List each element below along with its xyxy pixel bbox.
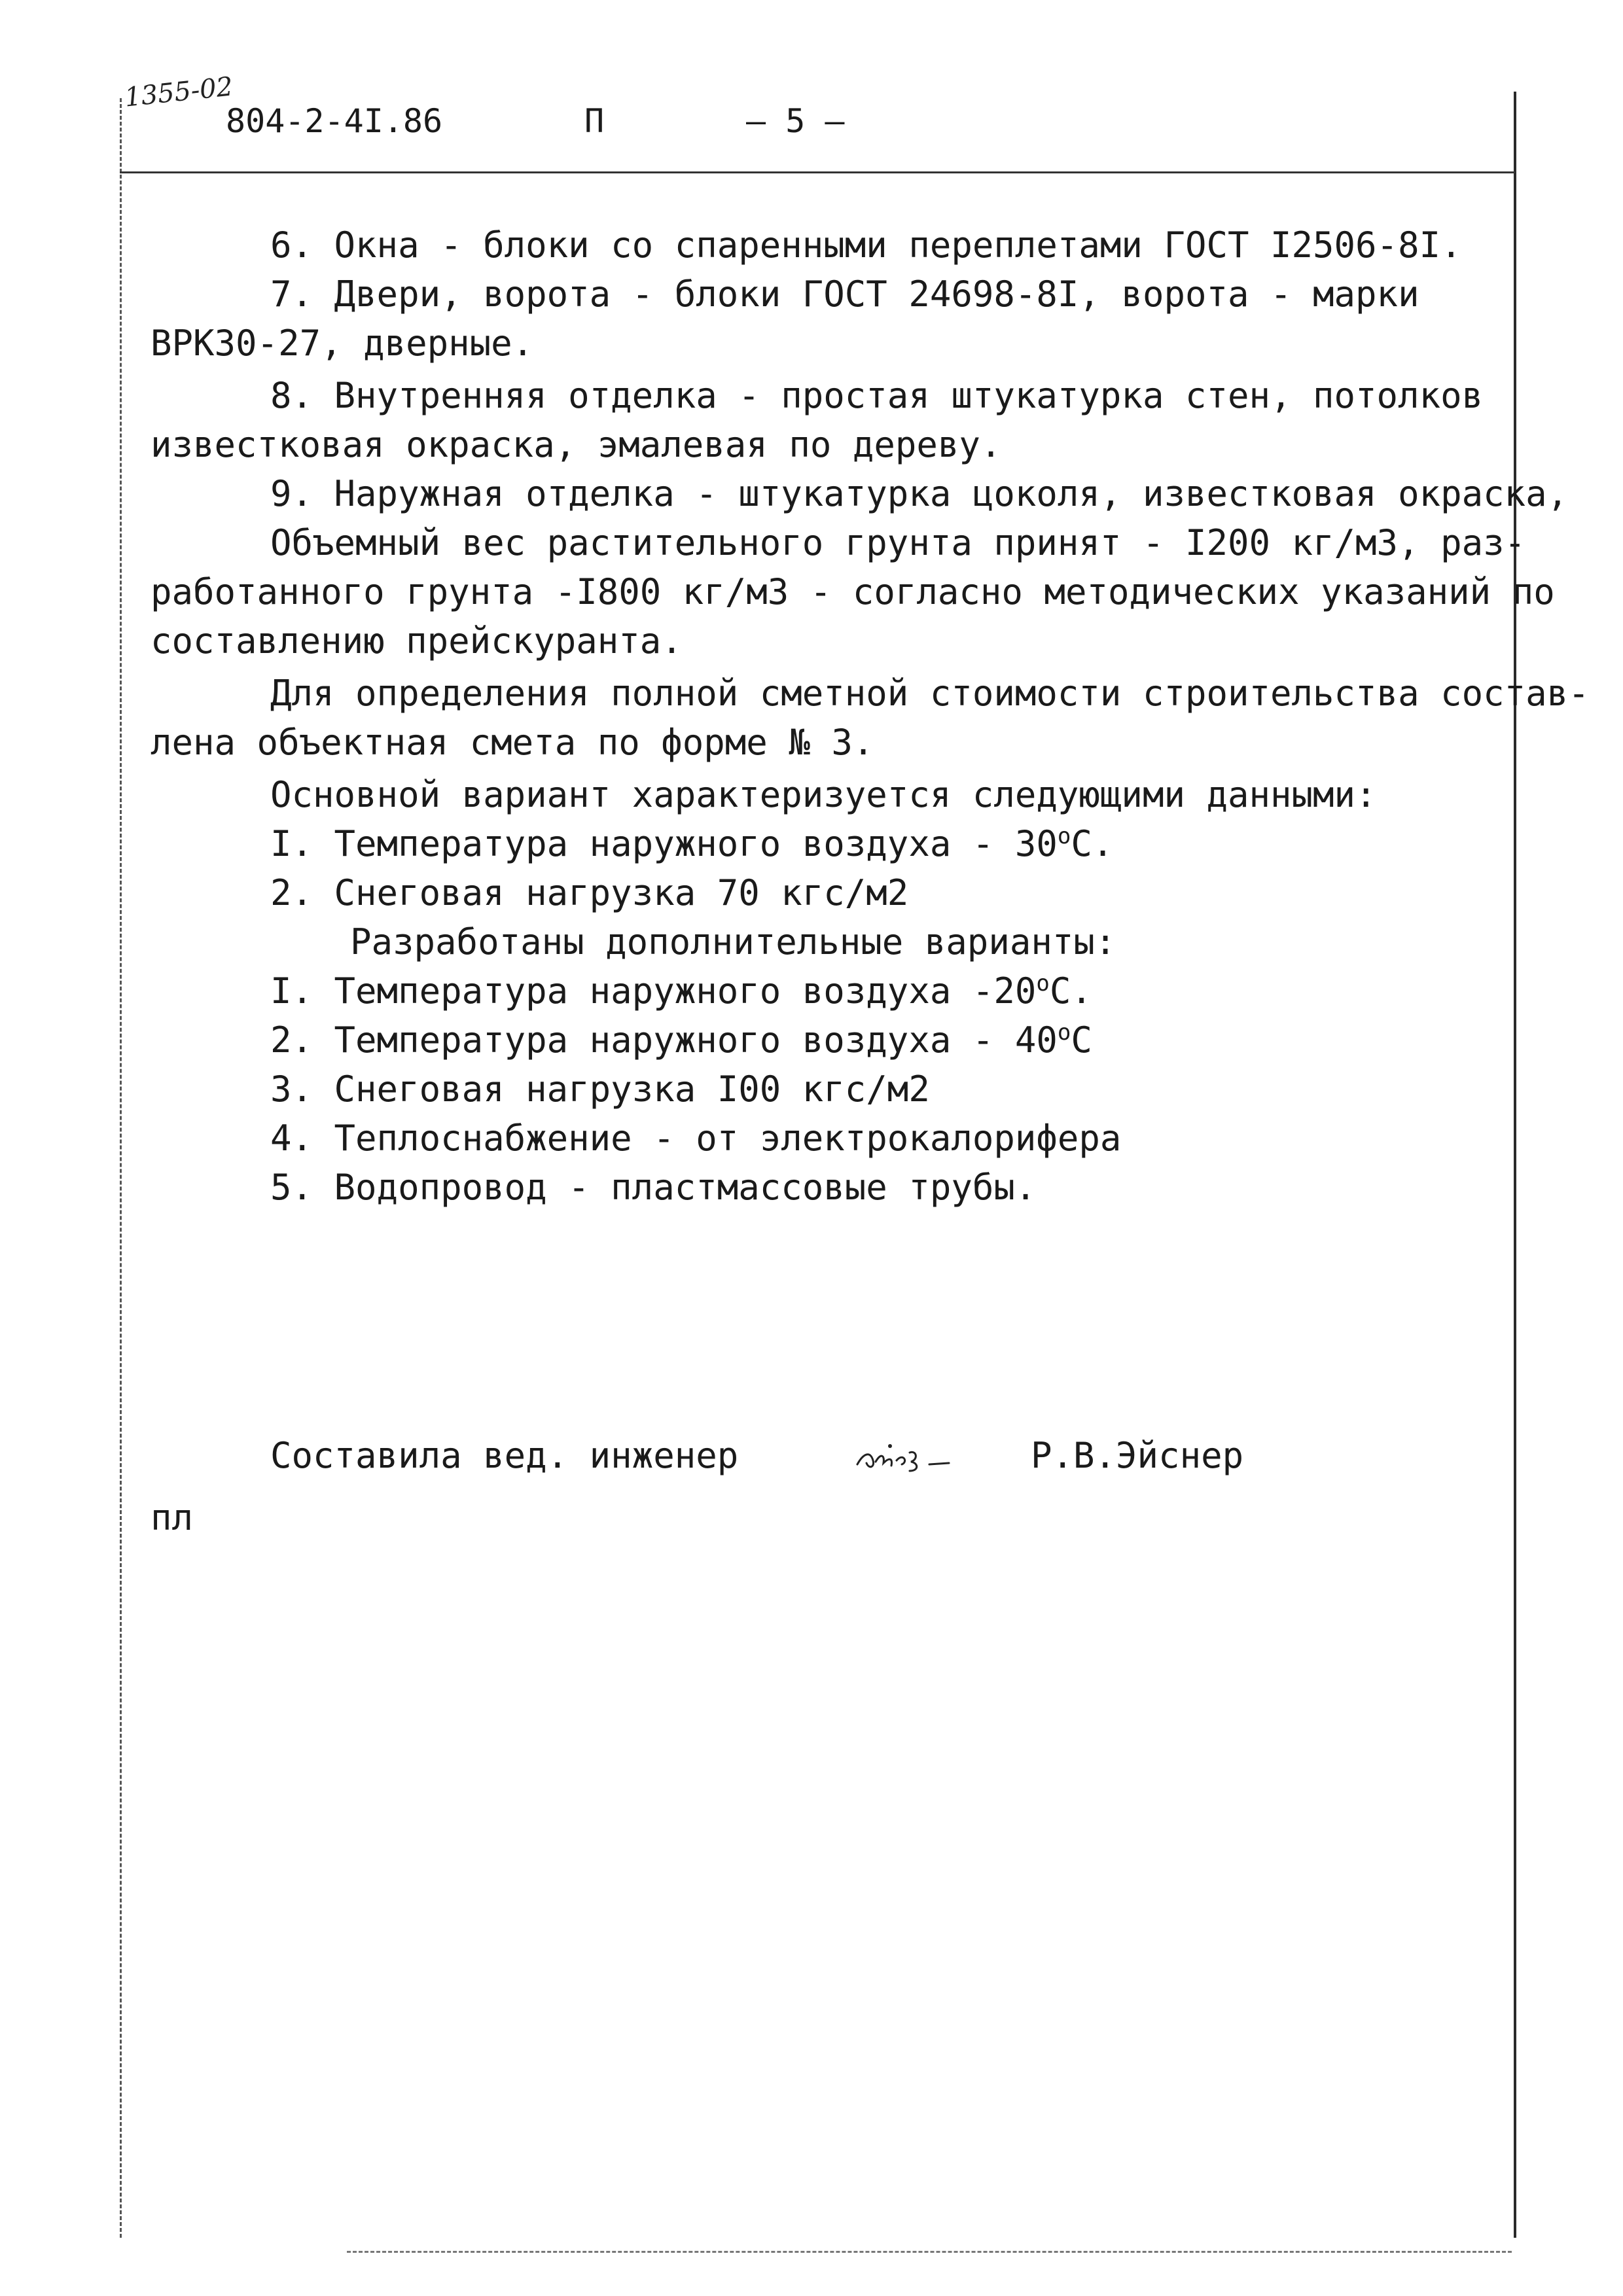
page-number: — 5 — (746, 102, 845, 140)
header-rule (120, 171, 1515, 173)
additional-variant-item: I. Температура наружного воздуха $-20^оС$. (270, 970, 1092, 1012)
additional-variant-item: 2. Температура наружного воздуха - $40^оС$ (270, 1019, 1092, 1061)
additional-variant-item: 5. Водопровод - пластмассовые трубы. (270, 1167, 1037, 1208)
body-line: работанного грунта -I800 кг/м3 - согласно методических указаний по (151, 571, 1555, 612)
signatory-role: Составила вед. инженер (270, 1435, 739, 1476)
body-line: известковая окраска, эмалевая по дереву. (151, 424, 1002, 465)
left-margin-line (120, 98, 122, 2238)
additional-variants-heading: Разработаны дополнительные варианты: (350, 921, 1116, 963)
body-line: 9. Наружная отделка - штукатурка цоколя, известковая окраска, (270, 473, 1569, 514)
signatory-name: Р.В.Эйснер (1031, 1435, 1244, 1476)
body-line: составлению прейскуранта. (151, 620, 683, 662)
additional-variant-item: 3. Снеговая нагрузка I00 кгс/м2 (270, 1069, 930, 1110)
body-line: 8. Внутренняя отделка - простая штукатурка стен, потолков (270, 375, 1484, 416)
body-line: 7. Двери, ворота - блоки ГОСТ 24698-8I, ворота - марки (270, 274, 1419, 315)
additional-variant-item: 4. Теплоснабжение - от электрокалорифера (270, 1118, 1122, 1159)
main-variant-item: I. Температура наружного воздуха - $30^оС$. (270, 823, 1114, 864)
section-mark: П (584, 102, 605, 140)
body-line: 6. Окна - блоки со спаренными переплетами ГОСТ I2506-8I. (270, 224, 1462, 266)
handwritten-signature (851, 1433, 962, 1479)
body-line: лена объектная смета по форме № 3. (151, 722, 874, 763)
right-margin-line (1514, 92, 1516, 2238)
bottom-rule (347, 2251, 1512, 2253)
body-line: Основной вариант характеризуется следующими данными: (270, 774, 1377, 815)
body-line: ВРК30-27, дверные. (151, 323, 534, 364)
archive-number: 1355-02 (123, 71, 235, 113)
body-line: Для определения полной сметной стоимости строительства состав- (270, 673, 1590, 714)
typist-mark: пл (151, 1497, 194, 1538)
main-variant-item: 2. Снеговая нагрузка 70 кгс/м2 (270, 872, 909, 913)
body-line: Объемный вес растительного грунта принят - I200 кг/м3, раз- (270, 522, 1526, 563)
document-code: 804-2-4I.86 (226, 102, 443, 140)
